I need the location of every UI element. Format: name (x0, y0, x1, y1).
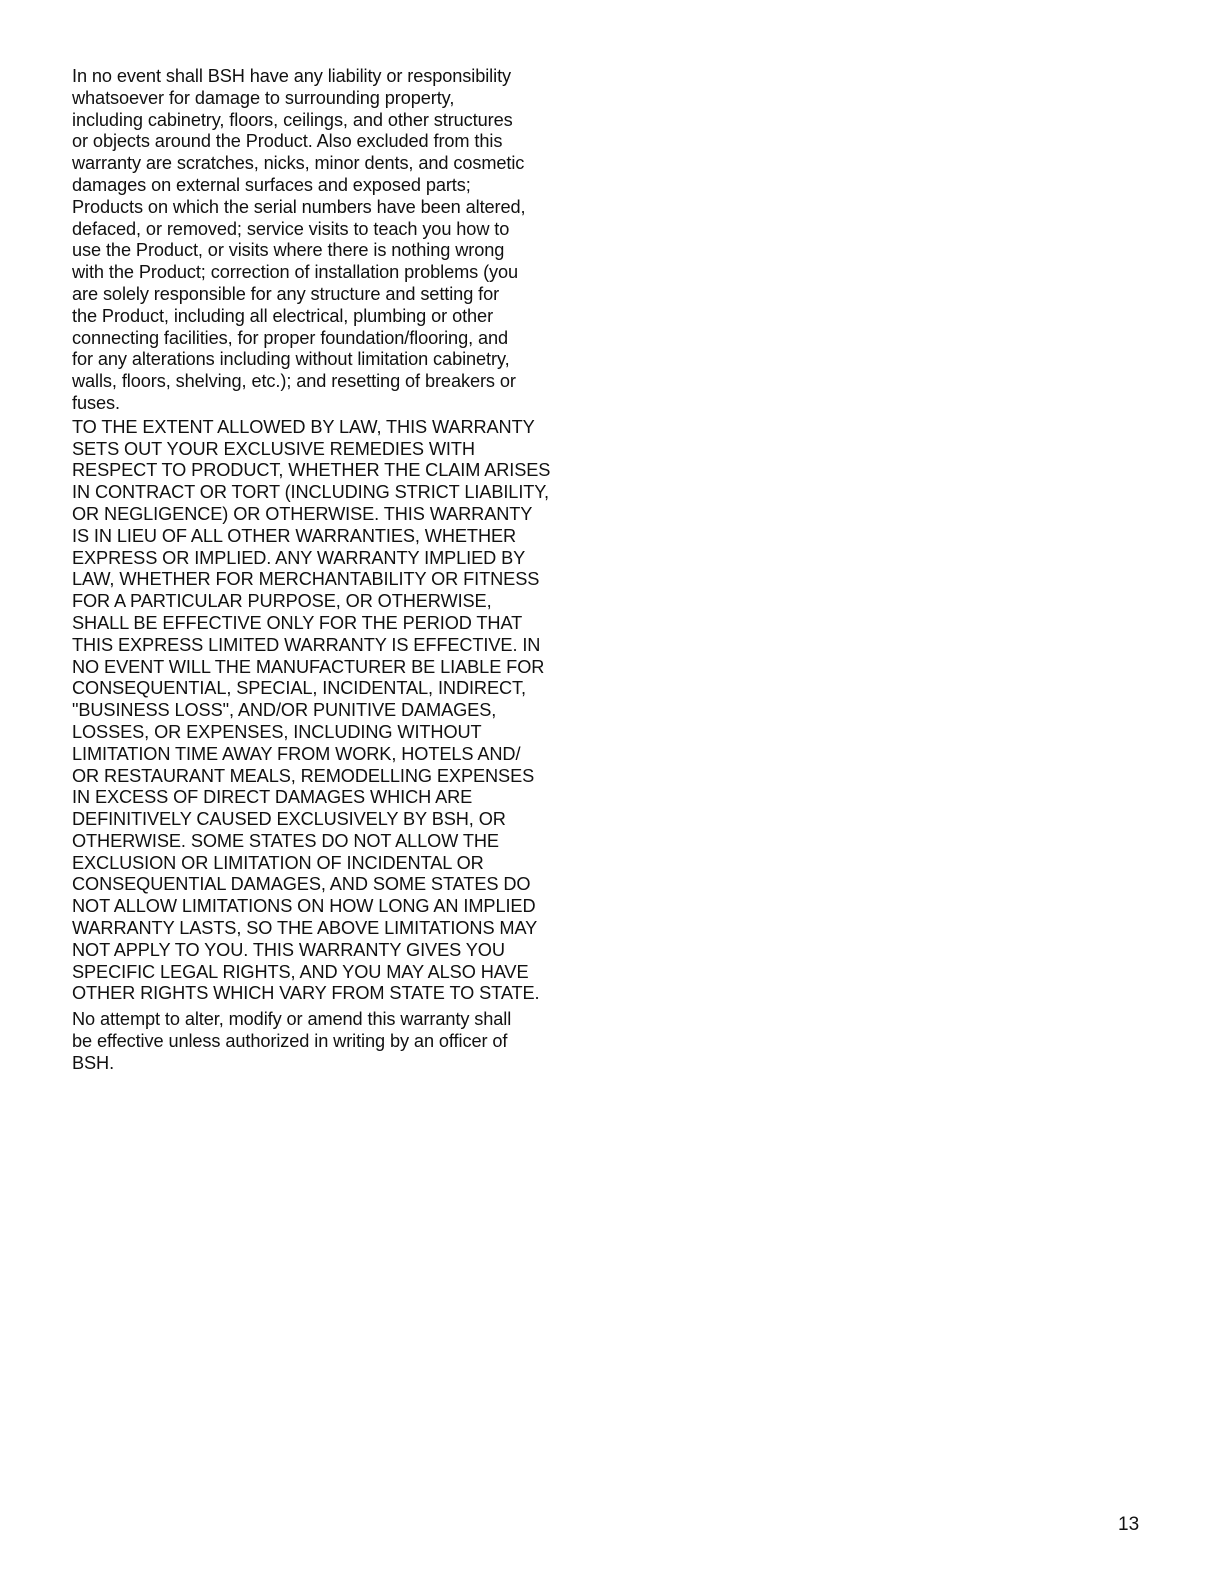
text-line: IS IN LIEU OF ALL OTHER WARRANTIES, WHETHER (72, 525, 517, 546)
text-line: fuses. (72, 392, 120, 413)
text-line: connecting facilities, for proper foundation/flooring, and (72, 327, 509, 348)
text-column (72, 66, 592, 1075)
text-line: WARRANTY LASTS, SO THE ABOVE LIMITATIONS MAY (72, 918, 538, 939)
text-line: OR RESTAURANT MEALS, REMODELLING EXPENSES (72, 765, 535, 786)
text-line: be effective unless authorized in writing by an officer of (72, 1031, 508, 1052)
text-line: Products on which the serial numbers have been altered, (72, 196, 526, 217)
text-line: THIS EXPRESS LIMITED WARRANTY IS EFFECTIVE. IN (72, 634, 541, 655)
text-line: EXCLUSION OR LIMITATION OF INCIDENTAL OR (72, 852, 484, 873)
paragraph-liability-exclusions (72, 66, 592, 415)
text-line: DEFINITIVELY CAUSED EXCLUSIVELY BY BSH, OR (72, 809, 506, 830)
text-line: including cabinetry, floors, ceilings, and other structures (72, 109, 513, 130)
paragraph-amendment-clause (72, 1009, 592, 1074)
text-line: OTHER RIGHTS WHICH VARY FROM STATE TO STATE. (72, 983, 540, 1004)
text-line: with the Product; correction of installation problems (you (72, 262, 519, 283)
text-line: defaced, or removed; service visits to teach you how to (72, 218, 510, 239)
text-line: LAW, WHETHER FOR MERCHANTABILITY OR FITNESS (72, 569, 540, 590)
text-line: CONSEQUENTIAL, SPECIAL, INCIDENTAL, INDIRECT, (72, 678, 526, 699)
text-line: RESPECT TO PRODUCT, WHETHER THE CLAIM ARISES (72, 460, 551, 481)
text-line: the Product, including all electrical, plumbing or other (72, 305, 494, 326)
text-line: NOT APPLY TO YOU. THIS WARRANTY GIVES YOU (72, 939, 505, 960)
text-line: for any alterations including without limitation cabinetry, (72, 349, 510, 370)
text-line: NOT ALLOW LIMITATIONS ON HOW LONG AN IMPLIED (72, 896, 536, 917)
text-line: In no event shall BSH have any liability or responsibility (72, 66, 512, 86)
text-line: TO THE EXTENT ALLOWED BY LAW, THIS WARRANTY (72, 416, 535, 437)
text-line: SPECIFIC LEGAL RIGHTS, AND YOU MAY ALSO HAVE (72, 961, 529, 982)
text-line: CONSEQUENTIAL DAMAGES, AND SOME STATES DO (72, 874, 531, 895)
text-line: are solely responsible for any structure and setting for (72, 283, 500, 304)
text-line: SETS OUT YOUR EXCLUSIVE REMEDIES WITH (72, 438, 475, 459)
text-line: OR NEGLIGENCE) OR OTHERWISE. THIS WARRANTY (72, 503, 533, 524)
text-line: BSH. (72, 1052, 115, 1073)
text-line: damages on external surfaces and exposed parts; (72, 174, 471, 195)
text-line: LIMITATION TIME AWAY FROM WORK, HOTELS AND/ (72, 743, 521, 764)
text-line: whatsoever for damage to surrounding property, (72, 87, 455, 108)
text-line: NO EVENT WILL THE MANUFACTURER BE LIABLE FOR (72, 656, 545, 677)
text-line: EXPRESS OR IMPLIED. ANY WARRANTY IMPLIED BY (72, 547, 526, 568)
page-number: 13 (1118, 1514, 1140, 1535)
text-line: LOSSES, OR EXPENSES, INCLUDING WITHOUT (72, 721, 482, 742)
text-line: "BUSINESS LOSS", AND/OR PUNITIVE DAMAGES, (72, 700, 497, 721)
text-line: or objects around the Product. Also excluded from this (72, 131, 503, 152)
text-line: OTHERWISE. SOME STATES DO NOT ALLOW THE (72, 830, 499, 851)
paragraph-warranty-remedies (72, 417, 592, 1006)
text-line: IN EXCESS OF DIRECT DAMAGES WHICH ARE (72, 787, 473, 808)
text-line: No attempt to alter, modify or amend this warranty shall (72, 1009, 512, 1030)
text-line: SHALL BE EFFECTIVE ONLY FOR THE PERIOD THAT (72, 612, 523, 633)
text-line: use the Product, or visits where there is nothing wrong (72, 240, 505, 261)
text-line: warranty are scratches, nicks, minor dents, and cosmetic (72, 153, 525, 174)
text-line: FOR A PARTICULAR PURPOSE, OR OTHERWISE, (72, 591, 492, 612)
text-line: walls, floors, shelving, etc.); and resetting of breakers or (72, 371, 516, 392)
text-line: IN CONTRACT OR TORT (INCLUDING STRICT LIABILITY, (72, 482, 549, 503)
